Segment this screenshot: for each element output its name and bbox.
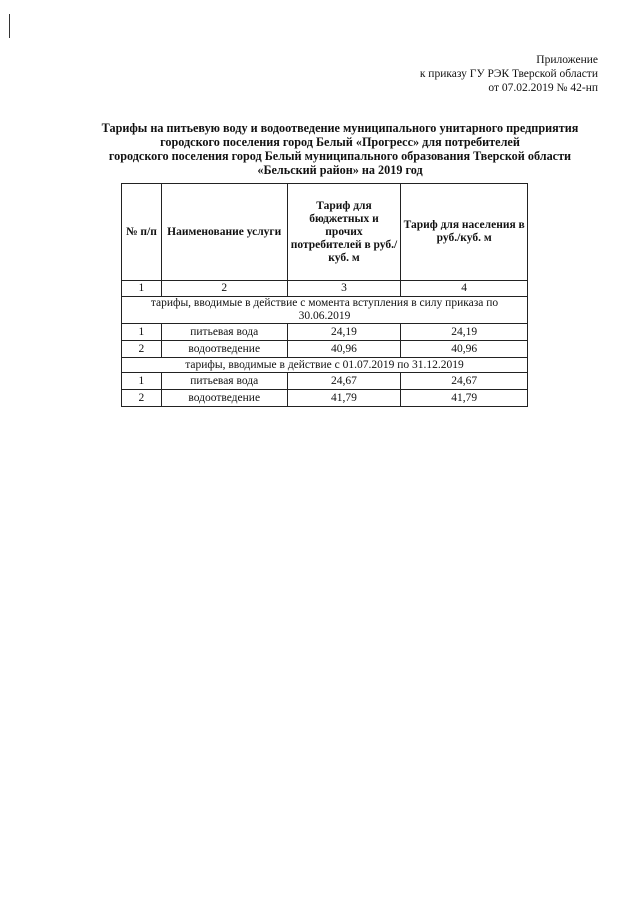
row-population-tariff: 24,19 (401, 324, 528, 341)
document-title (70, 121, 610, 177)
column-number: 4 (401, 281, 528, 297)
section-label: тарифы, вводимые в действие с 01.07.2019 по 31.12.2019 (122, 358, 528, 373)
header-num: № п/п (122, 184, 162, 281)
header-service: Наименование услуги (161, 184, 287, 281)
row-service: водоотведение (161, 341, 287, 358)
table-row (122, 341, 528, 358)
row-budget-tariff: 41,79 (287, 390, 401, 407)
row-num: 1 (122, 373, 162, 390)
title-line-3: городского поселения город Белый муниципального образования Тверской области (108, 149, 572, 163)
appendix-order-date: от 07.02.2019 № 42-нп (488, 82, 598, 94)
title-line-2: городского поселения город Белый «Прогресс» для потребителей (160, 135, 520, 149)
row-population-tariff: 24,67 (401, 373, 528, 390)
column-number: 3 (287, 281, 401, 297)
header-budget-tariff: Тариф для бюджетных и прочих потребителей в руб./куб. м (287, 184, 401, 281)
row-population-tariff: 40,96 (401, 341, 528, 358)
column-number: 2 (161, 281, 287, 297)
tariff-table (121, 183, 528, 407)
section-header-row (122, 358, 528, 373)
column-number: 1 (122, 281, 162, 297)
header-population-tariff: Тариф для населения в руб./куб. м (401, 184, 528, 281)
table-row (122, 390, 528, 407)
table-row (122, 324, 528, 341)
row-service: питьевая вода (161, 324, 287, 341)
title-line-1: Тарифы на питьевую воду и водоотведение муниципального унитарного предприятия (101, 121, 579, 135)
appendix-order-ref: к приказу ГУ РЭК Тверской области (419, 68, 598, 80)
section-label: тарифы, вводимые в действие с момента вступления в силу приказа по 30.06.2019 (122, 297, 528, 324)
appendix-note (420, 53, 598, 95)
title-line-4: «Бельский район» на 2019 год (257, 163, 423, 177)
row-num: 1 (122, 324, 162, 341)
scan-edge-mark (9, 14, 10, 38)
row-num: 2 (122, 341, 162, 358)
row-budget-tariff: 24,67 (287, 373, 401, 390)
header-row (122, 184, 528, 281)
row-num: 2 (122, 390, 162, 407)
row-population-tariff: 41,79 (401, 390, 528, 407)
column-number-row (122, 281, 528, 297)
table-row (122, 373, 528, 390)
row-budget-tariff: 40,96 (287, 341, 401, 358)
appendix-label: Приложение (536, 54, 598, 66)
section-header-row (122, 297, 528, 324)
row-service: водоотведение (161, 390, 287, 407)
row-service: питьевая вода (161, 373, 287, 390)
row-budget-tariff: 24,19 (287, 324, 401, 341)
